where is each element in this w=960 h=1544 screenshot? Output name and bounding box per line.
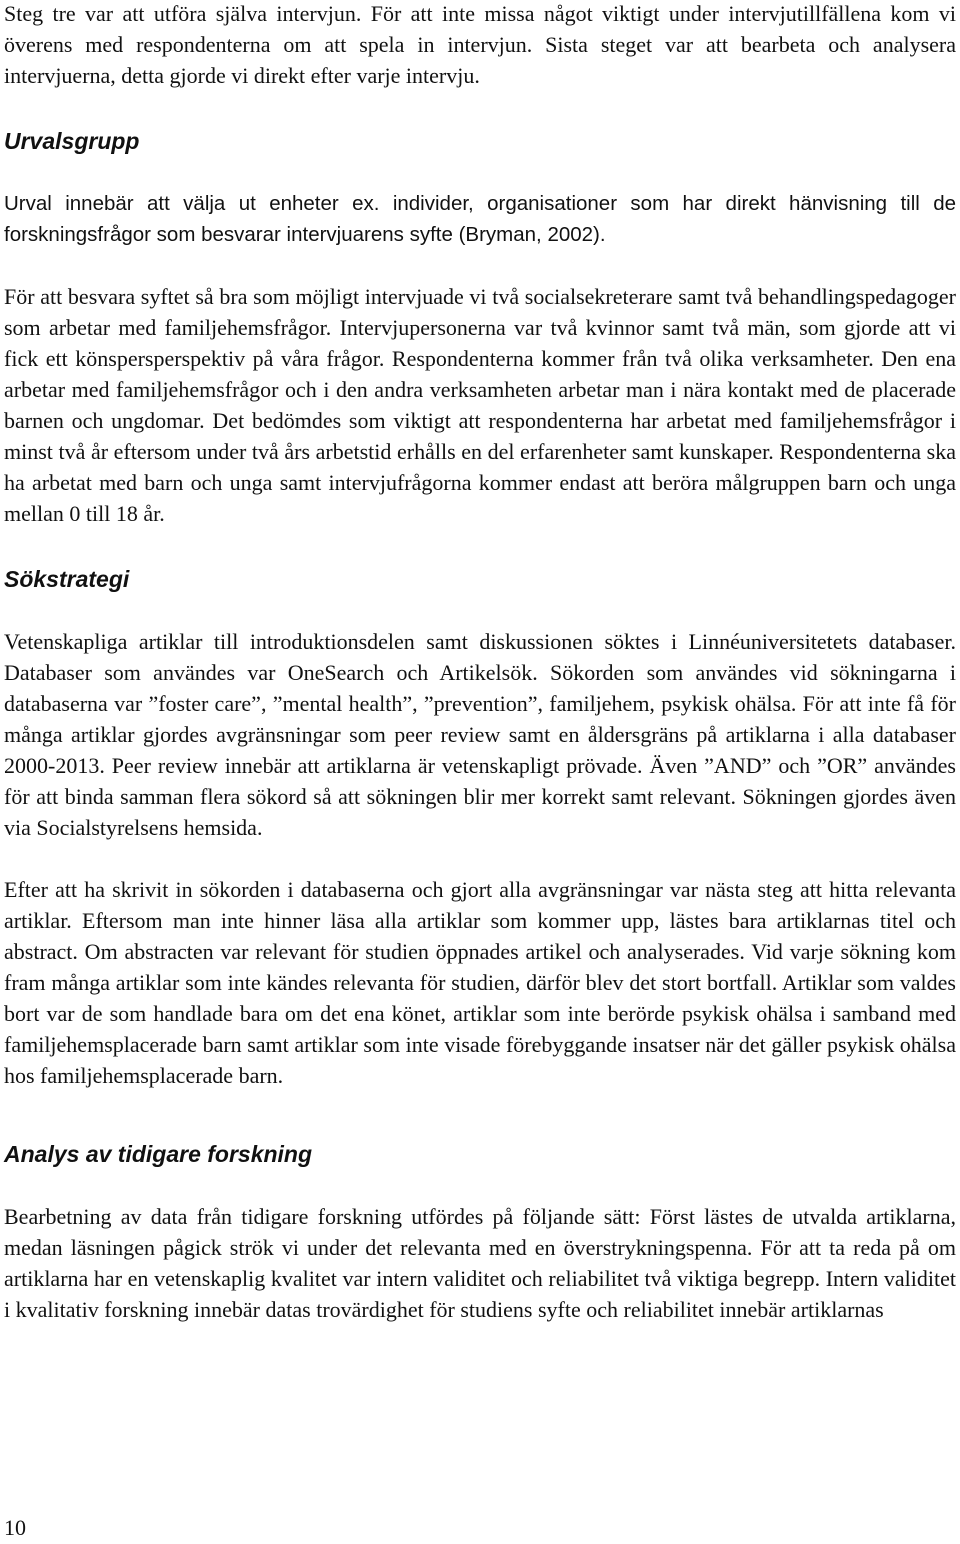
sokstrategi-paragraph-1: Vetenskapliga artiklar till introduktionsdelen samt diskussionen söktes i Linnéuniversitetets databaser. Databaser som användes var OneSearch och Artikelsök. Sökorden som användes vid sökningarna i databaserna var ”foster care”, ”mental health”, ”prevention”, familjehem, psykisk ohälsa. För att inte få för många artiklar gjordes avgränsningar som peer review samt en åldersgräns på artiklarna i alla databaser 2000-2013. Peer review innebär att artiklarna är vetenskapligt prövade. Även ”AND” och ”OR” användes för att binda samman flera sökord så att sökningen blir mer korrekt samt relevant. Sökningen gjordes även via Socialstyrelsens hemsida. bbox=[4, 629, 956, 840]
page-number: 10 bbox=[4, 1515, 26, 1540]
spacer bbox=[4, 157, 956, 188]
urvalsgrupp-paragraph-1: Urval innebär att välja ut enheter ex. individer, organisationer som har direkt hänvisning till de forskningsfrågor som besvarar intervjuarens syfte (Bryman, 2002). bbox=[4, 192, 956, 246]
section-heading-analys: Analys av tidigare forskning bbox=[4, 1141, 313, 1167]
spacer bbox=[4, 1091, 956, 1139]
spacer bbox=[4, 843, 956, 874]
section-heading-urvalsgrupp: Urvalsgrupp bbox=[4, 128, 140, 154]
intro-paragraph: Steg tre var att utföra själva intervjun. För att inte missa något viktigt under intervjutillfällena kom vi överens med respondenterna om att spela in intervjun. Sista steget var att bearbeta och analysera intervjuerna, detta gjorde vi direkt efter varje intervju. bbox=[4, 1, 956, 88]
spacer bbox=[4, 529, 956, 564]
section-heading-sokstrategi: Sökstrategi bbox=[4, 566, 130, 592]
document-page bbox=[4, 0, 956, 1325]
urvalsgrupp-paragraph-2: För att besvara syftet så bra som möjligt intervjuade vi två socialsekreterare samt två behandlingspedagoger som arbetar med familjehemsfrågor. Intervjupersonerna var två kvinnor samt två män, som gjorde att vi fick ett könspersperspektiv på våra frågor. Respondenterna kommer från två olika verksamheter. Den ena arbetar med familjehemsfrågor och i den andra verksamheten arbetar man i nära kontakt med de placerade barnen och ungdomar. Det bedömdes som viktigt att respondenterna har arbetat med familjehemsfrågor i minst två år eftersom under två års arbetstid erhålls en del erfarenheter samt kunskaper. Respondenterna ska ha arbetat med barn och unga samt intervjufrågorna kommer endast att beröra målgruppen barn och unga mellan 0 till 18 år. bbox=[4, 284, 956, 526]
spacer bbox=[4, 1170, 956, 1201]
spacer bbox=[4, 91, 956, 126]
spacer bbox=[4, 595, 956, 626]
sokstrategi-paragraph-2: Efter att ha skrivit in sökorden i databaserna och gjort alla avgränsningar var nästa steg att hitta relevanta artiklar. Eftersom man inte hinner läsa alla artiklar som kommer upp, lästes bara artiklarnas titel och abstract. Om abstracten var relevant för studien öppnades artikel och analyserades. Vid varje sökning kom fram många artiklar som inte kändes relevanta för studien, därför blev det stort bortfall. Artiklar som valdes bort var de som handlade bara om det ena könet, artiklar som inte berörde psykisk ohälsa i samband med familjehemsplacerade barn samt artiklar som inte visade förebyggande insatser när det gäller psykisk ohälsa hos familjehemsplacerade barn. bbox=[4, 877, 956, 1088]
spacer bbox=[4, 250, 956, 281]
analys-paragraph-1: Bearbetning av data från tidigare forskning utfördes på följande sätt: Först lästes de utvalda artiklarna, medan läsningen pågick strök vi under det relevanta med en överstrykningspenna. För att ta reda på om artiklarna har en vetenskaplig kvalitet var intern validitet och reliabilitet två viktiga begrepp. Intern validitet i kvalitativ forskning innebär datas trovärdighet för studiens syfte och reliabilitet innebär artiklarnas bbox=[4, 1204, 956, 1322]
